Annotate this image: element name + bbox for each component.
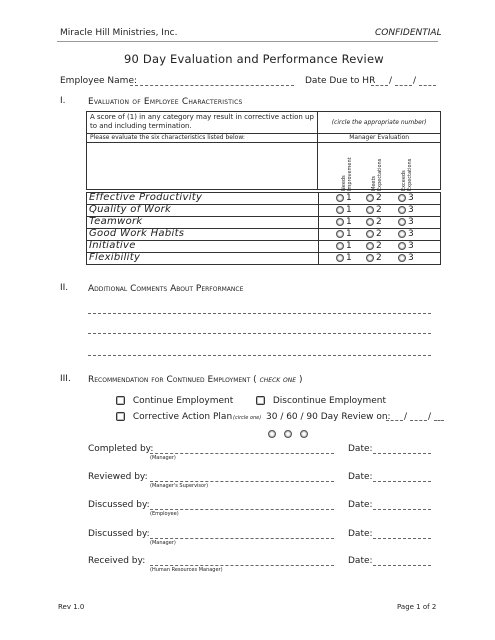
- review-year-field[interactable]: [434, 420, 444, 421]
- discontinue-label: Discontinue Employment: [272, 396, 387, 406]
- score-option[interactable]: [366, 217, 382, 227]
- review-60-radio[interactable]: [284, 430, 292, 438]
- score-option[interactable]: [336, 229, 352, 239]
- employee-name-field[interactable]: [130, 85, 294, 86]
- signature-line[interactable]: [150, 509, 334, 510]
- corrective-checkbox[interactable]: [116, 412, 125, 421]
- score-number: 2: [376, 205, 382, 215]
- score-number: 1: [346, 217, 352, 227]
- score-number: 1: [346, 253, 352, 263]
- score-number: 1: [346, 193, 352, 203]
- score-option[interactable]: [336, 205, 352, 215]
- signature-label: Reviewed by:: [88, 472, 148, 482]
- score-number: 2: [376, 229, 382, 239]
- signature-role: (Manager): [150, 540, 176, 546]
- section-3-heading-wrap: [88, 375, 302, 385]
- date-line[interactable]: [373, 481, 431, 482]
- comment-line[interactable]: [88, 313, 431, 314]
- score-number: 2: [376, 253, 382, 263]
- page-number: Page 1 of 2: [397, 603, 437, 611]
- date-label: Date:: [348, 556, 373, 566]
- score-option[interactable]: [336, 241, 352, 251]
- signature-line[interactable]: [150, 481, 334, 482]
- date-due-label: Date Due to HR: [305, 76, 376, 86]
- review-month-field[interactable]: [386, 420, 403, 421]
- option-corrective[interactable]: [116, 412, 232, 422]
- date-due-month-field[interactable]: [371, 85, 388, 86]
- trait-label: Initiative: [89, 240, 136, 251]
- organization-name: Miracle Hill Ministries, Inc.: [60, 28, 178, 38]
- section-3-numeral: III.: [60, 374, 71, 384]
- trait-label: Good Work Habits: [89, 228, 185, 239]
- date-label: Date:: [348, 529, 373, 539]
- col-header-meets-expectations: Meets Expectations: [371, 158, 383, 191]
- discontinue-checkbox[interactable]: [256, 396, 265, 405]
- score-option[interactable]: [336, 217, 352, 227]
- signature-label: Received by:: [88, 556, 146, 566]
- date-slash: /: [404, 412, 408, 422]
- date-label: Date:: [348, 472, 373, 482]
- trait-label: Effective Productivity: [89, 192, 203, 203]
- section-2-heading: Additional Comments About Performance: [88, 284, 244, 294]
- date-slash: /: [389, 76, 393, 86]
- review-30-radio[interactable]: [268, 430, 276, 438]
- score-number: 1: [346, 205, 352, 215]
- manager-evaluation-header: Manager Evaluation: [349, 134, 410, 141]
- date-slash: /: [428, 412, 432, 422]
- option-continue[interactable]: [116, 396, 233, 406]
- radio-icon[interactable]: [366, 242, 374, 250]
- radio-icon[interactable]: [366, 206, 374, 214]
- date-slash: /: [413, 76, 417, 86]
- score-option[interactable]: [398, 229, 414, 239]
- score-option[interactable]: [336, 253, 352, 263]
- date-label: Date:: [348, 444, 373, 454]
- score-option[interactable]: [398, 241, 414, 251]
- score-number: 2: [376, 217, 382, 227]
- check-one-note: check one: [259, 375, 297, 385]
- score-option[interactable]: [398, 217, 414, 227]
- corrective-label: Corrective Action Plan: [132, 412, 233, 422]
- col-header-needs-improvement: Needs Improvement: [341, 157, 353, 191]
- score-cell: [318, 252, 441, 265]
- signature-role: (Employee): [150, 511, 179, 517]
- section-1-numeral: I.: [60, 96, 66, 106]
- header-rule: [57, 41, 438, 42]
- date-due-day-field[interactable]: [395, 85, 412, 86]
- date-line[interactable]: [373, 509, 431, 510]
- evaluation-table: [86, 111, 441, 190]
- score-option[interactable]: [366, 241, 382, 251]
- circle-one-note: (circle one): [233, 415, 262, 421]
- score-number: 3: [408, 217, 414, 227]
- score-option[interactable]: [398, 193, 414, 203]
- date-line[interactable]: [373, 565, 431, 566]
- review-day-field[interactable]: [410, 420, 427, 421]
- date-line[interactable]: [373, 538, 431, 539]
- score-option[interactable]: [366, 193, 382, 203]
- trait-label: Teamwork: [89, 216, 143, 227]
- score-number: 3: [408, 241, 414, 251]
- score-number: 3: [408, 229, 414, 239]
- comment-line[interactable]: [88, 355, 431, 356]
- signature-label: Discussed by:: [88, 529, 150, 539]
- review-days-label: 30 / 60 / 90 Day Review on:: [266, 412, 391, 422]
- section-2-numeral: II.: [60, 283, 69, 293]
- signature-line[interactable]: [150, 453, 334, 454]
- signature-line[interactable]: [150, 565, 334, 566]
- employee-name-label: Employee Name:: [60, 76, 138, 86]
- page-title: 90 Day Evaluation and Performance Review: [124, 52, 384, 66]
- signature-label: Discussed by:: [88, 500, 150, 510]
- confidential-label: CONFIDENTIAL: [375, 28, 442, 38]
- radio-icon[interactable]: [336, 254, 344, 262]
- score-option[interactable]: [398, 253, 414, 263]
- score-option[interactable]: [366, 205, 382, 215]
- section-1-heading: Evaluation of Employee Characteristics: [88, 97, 243, 107]
- trait-label: Flexibility: [89, 252, 141, 263]
- comment-line[interactable]: [88, 333, 431, 334]
- score-number: 3: [408, 205, 414, 215]
- score-option[interactable]: [336, 193, 352, 203]
- radio-icon[interactable]: [336, 194, 344, 202]
- radio-icon[interactable]: [398, 254, 406, 262]
- radio-icon[interactable]: [398, 206, 406, 214]
- section-3-heading: Recommendation for Continued Employment (: [88, 375, 257, 385]
- review-day-radios: [268, 423, 310, 442]
- signature-role: (Human Resources Manager): [150, 567, 223, 573]
- signature-role: (Manager): [150, 455, 176, 461]
- option-discontinue[interactable]: [256, 396, 386, 406]
- radio-icon[interactable]: [398, 194, 406, 202]
- signature-role: (Manager's Supervisor): [150, 483, 209, 489]
- radio-icon[interactable]: [366, 194, 374, 202]
- radio-icon[interactable]: [366, 218, 374, 226]
- continue-label: Continue Employment: [132, 396, 234, 406]
- score-number: 3: [408, 193, 414, 203]
- continue-checkbox[interactable]: [116, 396, 125, 405]
- score-number: 1: [346, 241, 352, 251]
- date-due-year-field[interactable]: [419, 85, 436, 86]
- instruction-text: Please evaluate the six characteristics listed below:: [90, 134, 245, 141]
- radio-icon[interactable]: [336, 242, 344, 250]
- radio-icon[interactable]: [336, 218, 344, 226]
- radio-icon[interactable]: [366, 230, 374, 238]
- date-line[interactable]: [373, 453, 431, 454]
- col-header-exceeds-expectations: Exceeds Expectations: [401, 158, 413, 191]
- termination-note: A score of (1) in any category may result in corrective action up to and including termination.: [90, 113, 314, 130]
- radio-icon[interactable]: [336, 230, 344, 238]
- score-option[interactable]: [366, 229, 382, 239]
- score-number: 2: [376, 241, 382, 251]
- close-paren: ): [298, 375, 303, 385]
- date-label: Date:: [348, 500, 373, 510]
- signature-label: Completed by:: [88, 444, 154, 454]
- radio-icon[interactable]: [398, 218, 406, 226]
- score-number: 3: [408, 253, 414, 263]
- trait-label: Quality of Work: [89, 204, 172, 215]
- radio-icon[interactable]: [398, 230, 406, 238]
- radio-icon[interactable]: [366, 254, 374, 262]
- score-option[interactable]: [398, 205, 414, 215]
- score-option[interactable]: [366, 253, 382, 263]
- signature-line[interactable]: [150, 538, 334, 539]
- revision-label: Rev 1.0: [58, 603, 85, 611]
- radio-icon[interactable]: [398, 242, 406, 250]
- score-number: 1: [346, 229, 352, 239]
- trait-cell: [86, 252, 319, 265]
- radio-icon[interactable]: [336, 206, 344, 214]
- score-number: 2: [376, 193, 382, 203]
- review-90-radio[interactable]: [300, 430, 308, 438]
- circle-note: (circle the appropriate number): [331, 119, 427, 126]
